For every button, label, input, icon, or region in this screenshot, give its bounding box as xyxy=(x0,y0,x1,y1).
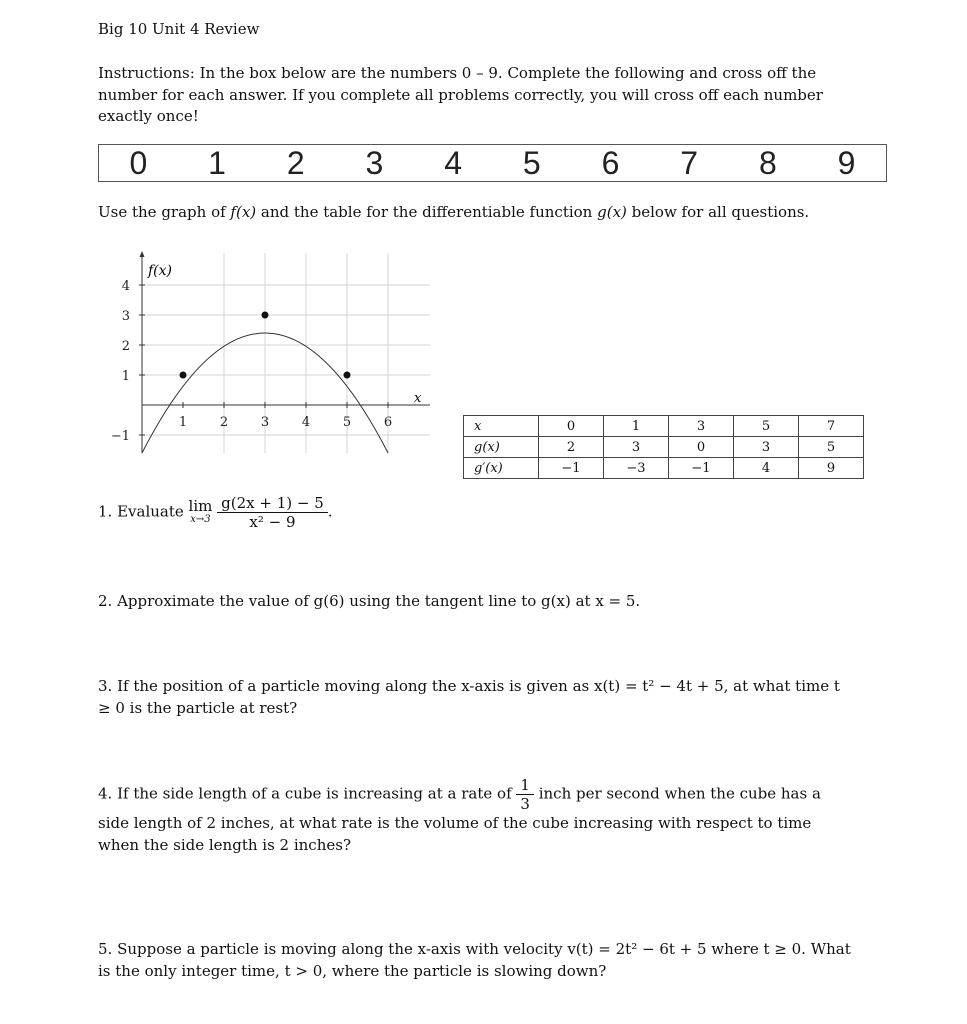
table-cell: 5 xyxy=(799,437,864,458)
number-8: 8 xyxy=(758,144,777,181)
use-graph-part3: below for all questions. xyxy=(626,203,810,221)
number-0: 0 xyxy=(129,144,148,181)
table-cell: 3 xyxy=(604,437,669,458)
table-cell: 0 xyxy=(669,437,734,458)
number-box xyxy=(98,144,887,182)
question-3: 3. If the position of a particle moving along the x-axis is given as x(t) = t² − 4t + 5, at what time t ≥ 0 is the particle at rest? xyxy=(98,677,840,717)
q1-denominator: x² − 9 xyxy=(249,513,296,531)
number-9: 9 xyxy=(837,144,856,181)
instructions-text: Instructions: In the box below are the numbers 0 – 9. Complete the following and cross off the number for each answer. If you complete all problems correctly, you will cross off each number exactly once! xyxy=(98,64,823,125)
q1-limit xyxy=(188,496,213,527)
table-cell: −1 xyxy=(539,458,604,479)
table-row xyxy=(464,416,864,437)
row-label-gprime: g′(x) xyxy=(464,458,539,479)
table-row xyxy=(464,437,864,458)
number-2: 2 xyxy=(286,144,305,181)
g-table xyxy=(463,415,864,479)
table-cell: 0 xyxy=(539,416,604,437)
q1-prefix: 1. Evaluate xyxy=(98,502,189,521)
x-tick-3: 3 xyxy=(260,415,270,430)
page-title: Big 10 Unit 4 Review xyxy=(98,20,260,38)
number-6: 6 xyxy=(601,144,620,181)
q4-numerator: 1 xyxy=(516,776,534,795)
point-1-1 xyxy=(180,372,187,379)
table-cell: 7 xyxy=(799,416,864,437)
use-graph-fx: f(x) xyxy=(230,203,257,221)
q1-fraction xyxy=(217,494,328,531)
q1-suffix: . xyxy=(327,502,333,521)
number-7: 7 xyxy=(680,144,699,181)
y-tick-4: 4 xyxy=(121,279,130,294)
y-tick-3: 3 xyxy=(121,309,130,324)
table-cell: 2 xyxy=(539,437,604,458)
x-tick-1: 1 xyxy=(178,415,188,430)
table-cell: 4 xyxy=(734,458,799,479)
question-5: 5. Suppose a particle is moving along the x-axis with velocity v(t) = 2t² − 6t + 5 where t ≥ 0. What is the only integer time, t > 0, where the particle is slowing down? xyxy=(98,940,851,980)
q4-suffix: inch per second when the cube has a side length of 2 inches, at what rate is the volume of the cube increasing with respect to time when the side length is 2 inches? xyxy=(98,784,821,854)
q1-numerator: g(2x + 1) − 5 xyxy=(217,494,328,513)
use-graph-gx: g(x) xyxy=(597,203,627,221)
table-cell: −3 xyxy=(604,458,669,479)
number-3: 3 xyxy=(365,144,384,181)
x-axis-label: x xyxy=(414,391,422,406)
number-4: 4 xyxy=(444,144,462,181)
x-tick-5: 5 xyxy=(342,415,352,430)
question-1 xyxy=(98,494,333,531)
table-cell: 3 xyxy=(669,416,734,437)
question-4 xyxy=(98,776,853,856)
q4-prefix: 4. If the side length of a cube is increasing at a rate of xyxy=(98,784,517,803)
y-tick-neg1: −1 xyxy=(110,429,130,444)
point-3-3 xyxy=(262,312,269,319)
table-row xyxy=(464,458,864,479)
use-graph-part1: Use the graph of xyxy=(98,203,231,221)
x-tick-2: 2 xyxy=(219,415,229,430)
x-tick-6: 6 xyxy=(383,415,393,430)
table-cell: 3 xyxy=(734,437,799,458)
q4-denominator: 3 xyxy=(520,795,530,813)
y-tick-1: 1 xyxy=(121,369,130,384)
question-2: 2. Approximate the value of g(6) using the tangent line to g(x) at x = 5. xyxy=(98,592,641,610)
table-cell: 5 xyxy=(734,416,799,437)
x-tick-4: 4 xyxy=(301,415,311,430)
table-cell: 1 xyxy=(604,416,669,437)
y-axis-label: f(x) xyxy=(148,263,173,279)
graph-instructions xyxy=(98,203,809,221)
use-graph-part2: and the table for the differentiable function xyxy=(256,203,598,221)
q1-lim: lim xyxy=(188,496,213,515)
table-cell: −1 xyxy=(669,458,734,479)
y-tick-2: 2 xyxy=(121,339,130,354)
number-5: 5 xyxy=(522,144,541,181)
point-5-1 xyxy=(344,372,351,379)
table-cell: 9 xyxy=(799,458,864,479)
f-graph xyxy=(100,245,445,460)
q1-lim-sub: x→3 xyxy=(190,513,211,525)
q4-fraction xyxy=(516,776,534,813)
row-label-x: x xyxy=(464,416,539,437)
row-label-gx: g(x) xyxy=(464,437,539,458)
number-1: 1 xyxy=(208,144,226,181)
